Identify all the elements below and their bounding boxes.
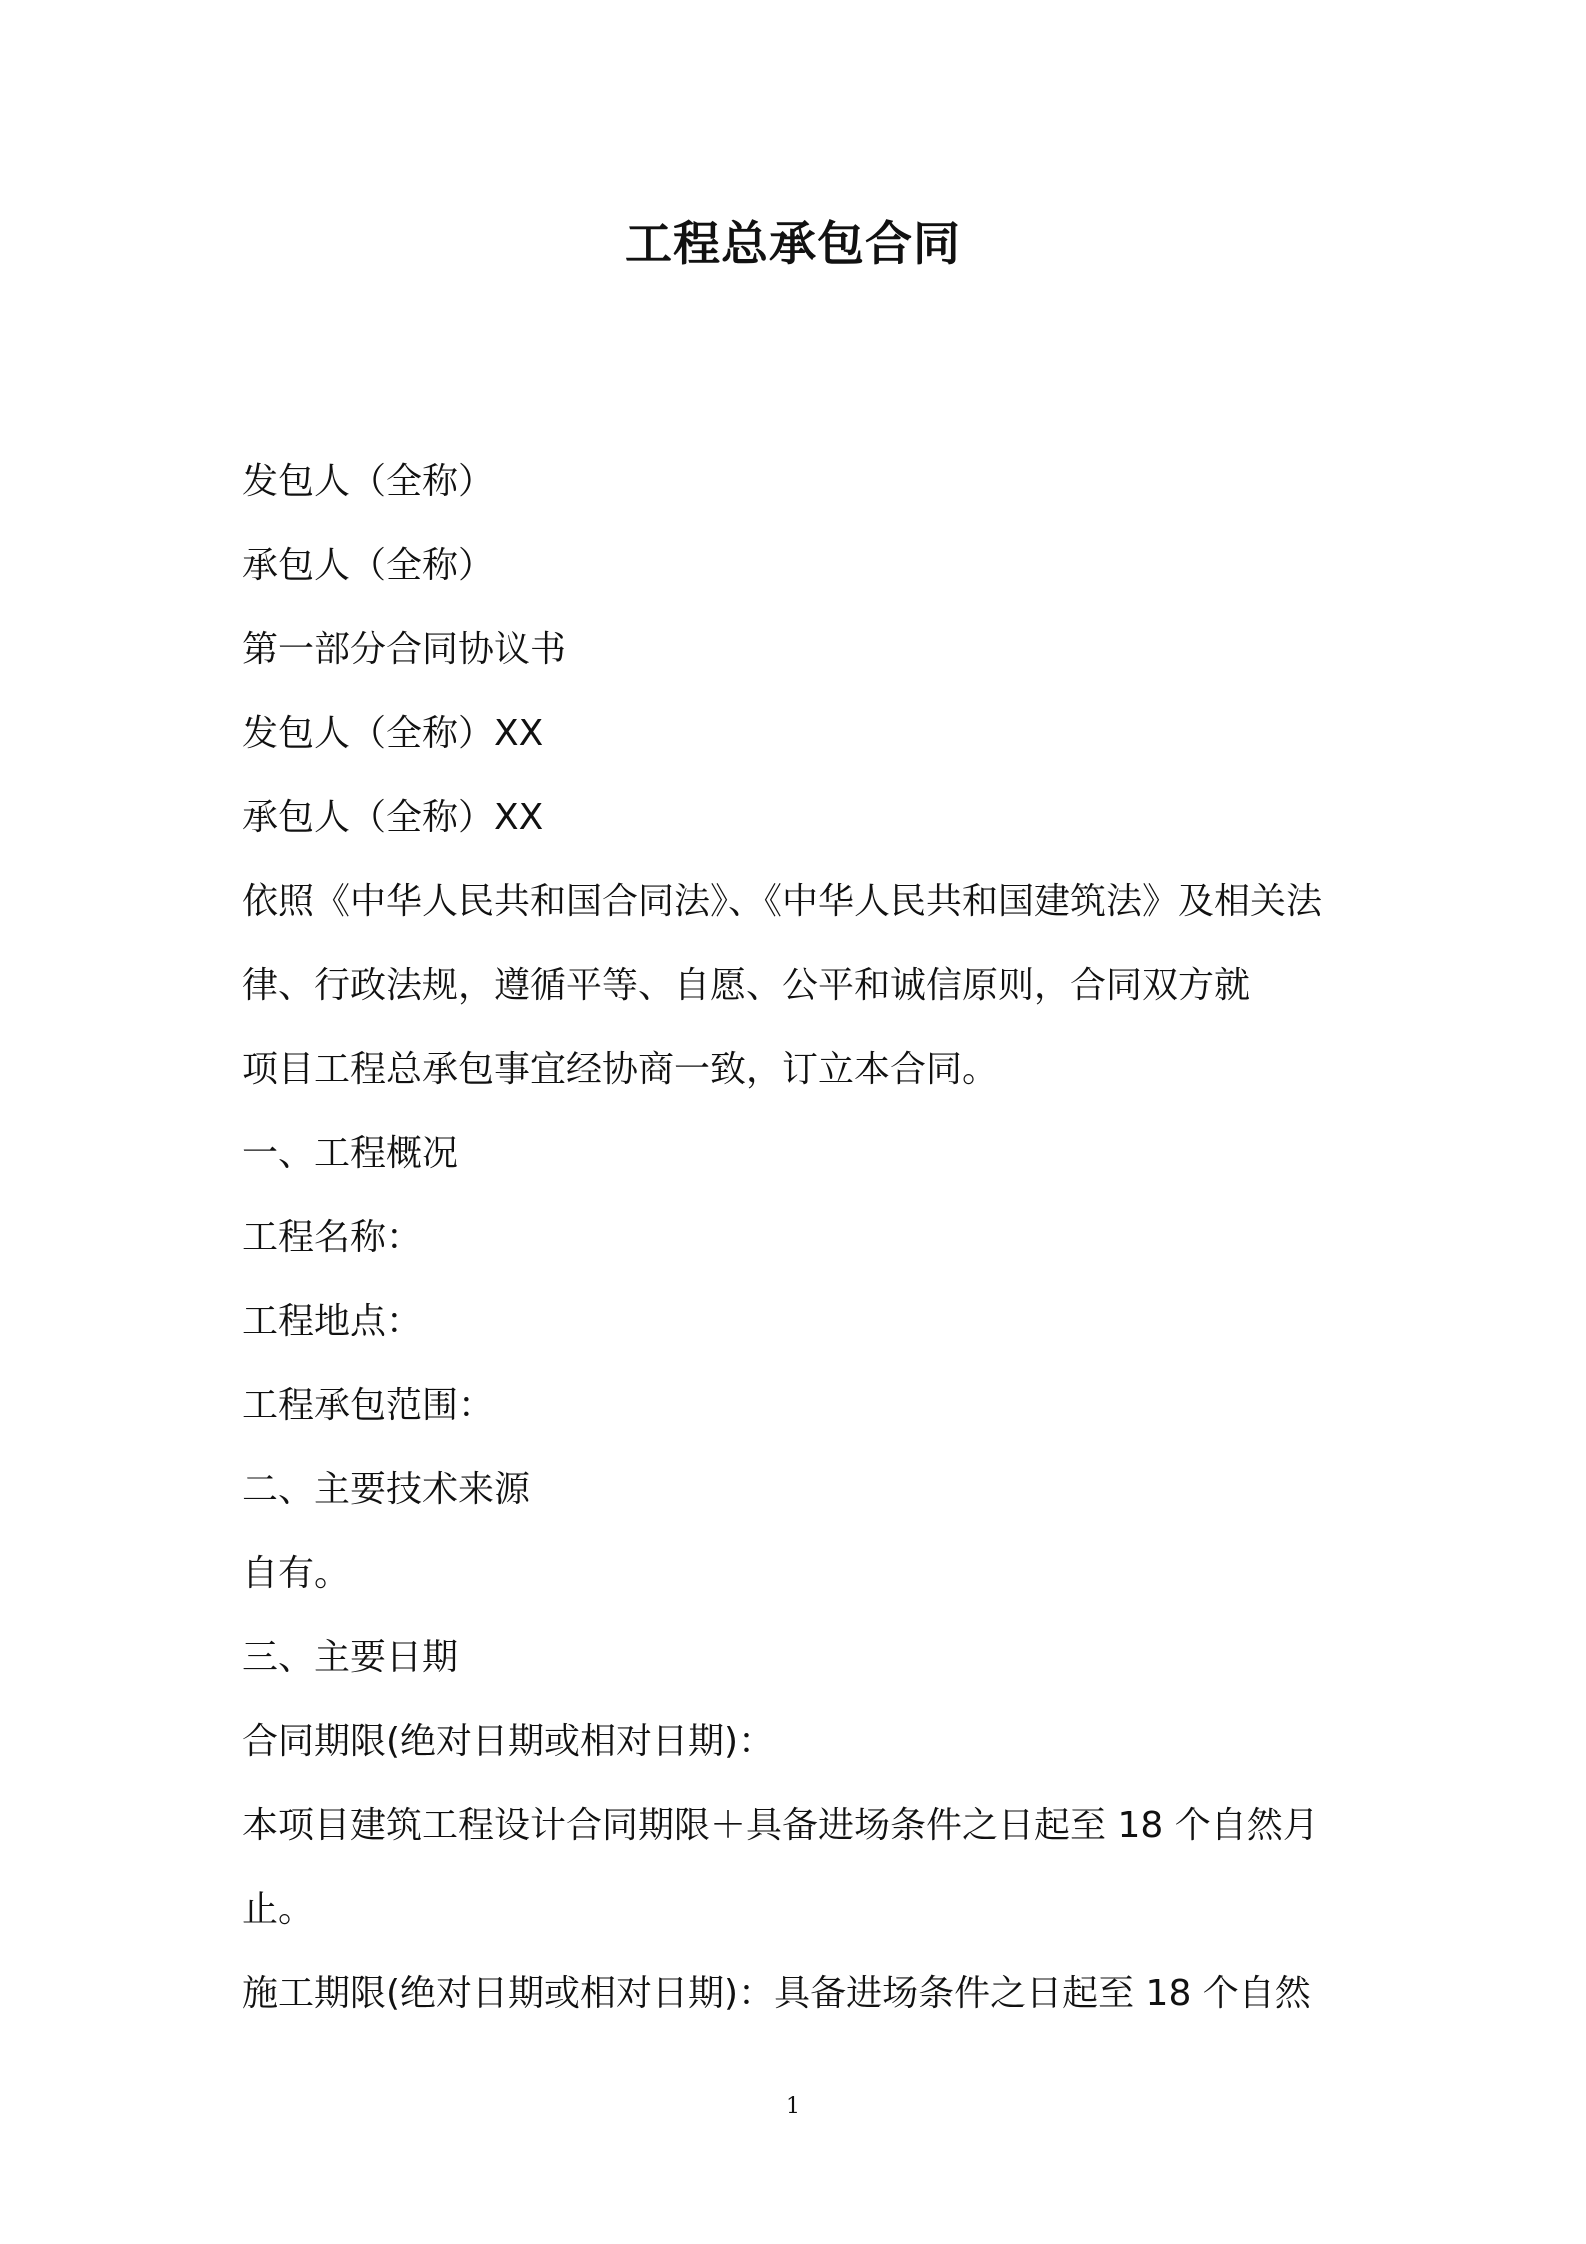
section-heading-overview: 一、工程概况 — [242, 1133, 459, 1174]
paragraph-line: 止。 — [242, 1889, 315, 1930]
paragraph-line: 本项目建筑工程设计合同期限＋具备进场条件之日起至 18 个自然月 — [242, 1805, 1319, 1846]
project-name-label: 工程名称： — [242, 1217, 423, 1258]
document-body — [242, 440, 1372, 2036]
project-scope-label: 工程承包范围： — [242, 1385, 495, 1426]
paragraph-line: 律、行政法规，遵循平等、自愿、公平和诚信原则，合同双方就 — [242, 965, 1251, 1006]
party-b-value: 承包人（全称）XX — [242, 797, 544, 838]
construction-term-line: 施工期限(绝对日期或相对日期)：具备进场条件之日起至 18 个自然 — [242, 1973, 1311, 2014]
party-b-label: 承包人（全称） — [242, 545, 495, 586]
contract-term-label: 合同期限(绝对日期或相对日期)： — [242, 1721, 775, 1762]
party-a-value: 发包人（全称）XX — [242, 713, 544, 754]
page-number: 1 — [786, 2094, 800, 2119]
technology-source-value: 自有。 — [242, 1553, 351, 1594]
party-a-label: 发包人（全称） — [242, 461, 495, 502]
document-title: 工程总承包合同 — [625, 217, 961, 272]
paragraph-line: 依照《中华人民共和国合同法》、《中华人民共和国建筑法》及相关法 — [242, 881, 1323, 922]
paragraph-line: 项目工程总承包事宜经协商一致，订立本合同。 — [242, 1049, 999, 1090]
section-heading-dates: 三、主要日期 — [242, 1637, 459, 1678]
section-heading-agreement: 第一部分合同协议书 — [242, 629, 567, 670]
section-heading-technology: 二、主要技术来源 — [242, 1469, 531, 1510]
project-location-label: 工程地点： — [242, 1301, 423, 1342]
